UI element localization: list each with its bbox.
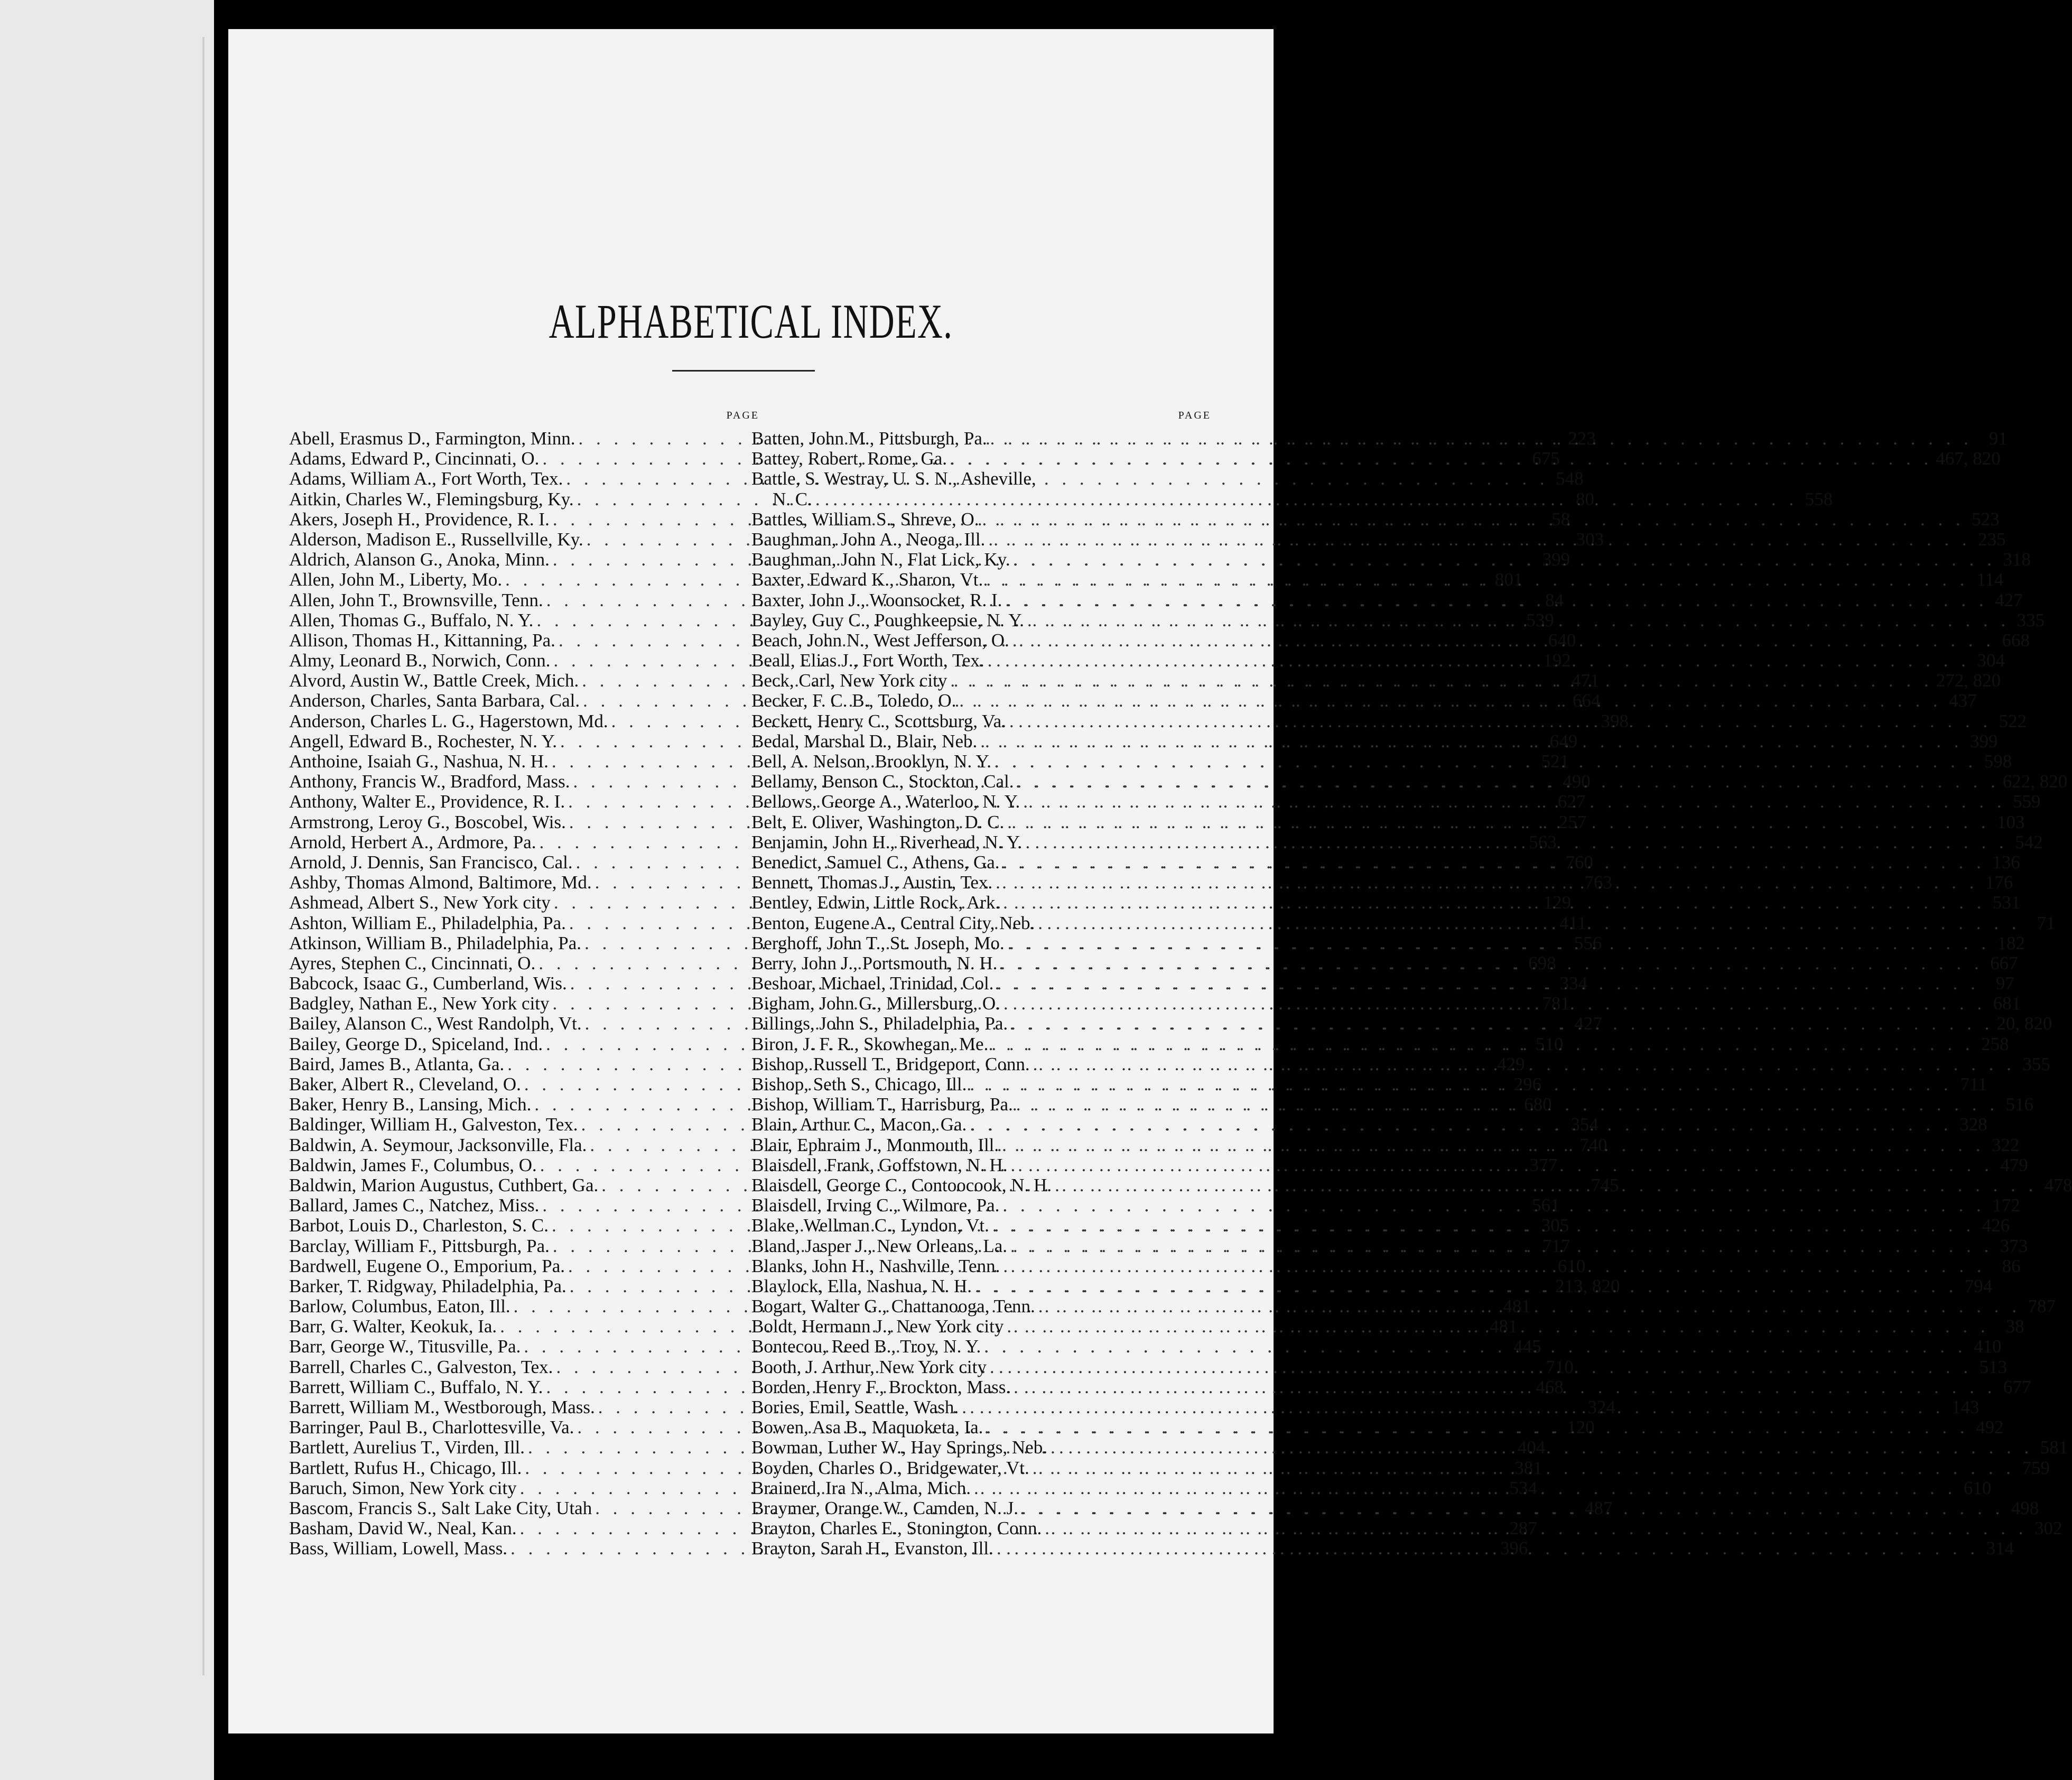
entry-page: 479	[2000, 1154, 2028, 1175]
entry-name: Abell, Erasmus D., Farmington, Minn.	[289, 428, 575, 449]
entry-name: Benton, Eugene A., Central City, Neb.	[751, 912, 1035, 933]
entry-name: Atkinson, William B., Philadelphia, Pa.	[289, 932, 582, 953]
entry-page: 787	[2028, 1296, 2056, 1317]
entry-page: 558	[1805, 488, 1833, 509]
entry-page: 58	[1551, 508, 1571, 530]
facing-page-edge	[202, 37, 205, 1675]
entry-name: Anthony, Walter E., Providence, R. I.	[289, 791, 565, 812]
leader-dots	[1013, 1095, 1999, 1115]
entry-name: Bell, A. Nelson, Brooklyn, N. Y.	[751, 751, 992, 772]
entry-page: 373	[2000, 1235, 2028, 1256]
entry-page: 481	[1503, 1296, 1531, 1317]
leader-dots	[967, 1115, 1952, 1135]
entry-page: 38	[2005, 1316, 2024, 1337]
entry-name: Berghoff, John T., St. Joseph, Mo.	[751, 932, 1005, 953]
leader-dots	[1029, 1458, 2015, 1478]
entry-page: 445	[1513, 1336, 1541, 1357]
leader-dots	[983, 570, 1968, 590]
entry-page: 322	[1991, 1134, 2020, 1155]
entry-page: 305	[1541, 1215, 1569, 1236]
entry-page: 213, 820	[1555, 1275, 1620, 1296]
leader-dots	[992, 873, 1978, 893]
entry-name: Alderson, Madison E., Russellville, Ky.	[289, 529, 583, 550]
entry-page: 561	[1532, 1195, 1560, 1216]
entry-name: Allen, Thomas G., Buffalo, N. Y.	[289, 609, 534, 631]
entry-name: Beall, Elias J., Fort Worth, Tex.	[751, 650, 984, 671]
entry-name: Borden, Henry F., Brockton, Mass.	[751, 1376, 1011, 1397]
entry-page: 334	[1559, 973, 1587, 994]
entry-page: 478	[2044, 1174, 2072, 1195]
entry-page: 627	[1557, 791, 1586, 812]
entry-name: Bowman, Luther W., Hay Springs, Neb.	[751, 1437, 1047, 1458]
leader-dots	[972, 1276, 1957, 1296]
entry-page: 176	[1985, 872, 2013, 893]
entry-page: 740	[1579, 1134, 1608, 1155]
leader-dots	[999, 1135, 1984, 1155]
entry-page: 91	[1989, 428, 2008, 449]
entry-page: 396	[1500, 1538, 1528, 1559]
entry-name: Bass, William, Lowell, Mass.	[289, 1538, 508, 1559]
entry-name: Bishop, Russell T., Bridgeport, Conn.	[751, 1053, 1030, 1074]
entry-name: Brayton, Charles E., Stonington, Conn.	[751, 1518, 1042, 1539]
entry-name: Benedict, Samuel C., Athens, Ga.	[751, 851, 1000, 873]
entry-name: Bishop, William T., Harrisburg, Pa.	[751, 1094, 1013, 1115]
entry-name: Braymer, Orange W., Camden, N. J.	[751, 1497, 1019, 1518]
entry-page: 667	[1990, 952, 2018, 974]
entry-page: 114	[1976, 569, 2004, 590]
entry-name: Baughman, John N., Flat Lick, Ky.	[751, 549, 1010, 570]
entry-page: 84	[1545, 589, 1564, 610]
entry-page: 498	[2011, 1497, 2039, 1518]
leader-dots	[993, 974, 1979, 994]
leader-dots	[1007, 1155, 1993, 1175]
entry-name: N. C.	[773, 488, 812, 509]
entry-page: 510	[1535, 1033, 1564, 1054]
entry-page: 640	[1548, 629, 1576, 651]
entry-page: 521	[1541, 751, 1569, 772]
entry-page: 677	[2003, 1376, 2031, 1397]
leader-dots	[987, 429, 1973, 449]
left-column-header: PAGE	[726, 410, 759, 421]
entry-page: 324	[1587, 1397, 1615, 1417]
entry-name: Bishop, Seth S., Chicago, Ill.	[751, 1074, 967, 1095]
entry-name: Barr, George W., Titusville, Pa.	[289, 1336, 521, 1357]
leader-dots	[1020, 792, 2005, 812]
entry-page: 711	[1960, 1074, 1987, 1095]
entry-name: Blake, Wellman C., Lyndon, Vt.	[751, 1215, 989, 1236]
entry-page: 745	[1591, 1174, 1619, 1195]
entry-name: Ayres, Stephen C., Cincinnati, O.	[289, 952, 536, 974]
entry-page: 303	[1576, 529, 1604, 550]
page-title: ALPHABETICAL INDEX.	[549, 294, 953, 348]
entry-page: 429	[1497, 1053, 1525, 1074]
leader-dots	[993, 1538, 1979, 1559]
leader-dots	[983, 1417, 1968, 1438]
entry-page: 398	[1601, 710, 1629, 731]
entry-name: Adams, William A., Fort Worth, Tex.	[289, 468, 563, 489]
entry-page: 610	[1963, 1477, 1992, 1498]
leader-dots	[989, 1216, 1975, 1236]
entry-page: 548	[1556, 468, 1584, 489]
entry-page: 235	[1978, 529, 2006, 550]
leader-dots	[967, 1074, 1952, 1095]
entry-page: 801	[1494, 569, 1523, 590]
entry-name: Barr, G. Walter, Keokuk, Ia.	[289, 1316, 497, 1337]
entry-page: 304	[1977, 650, 2005, 671]
entry-page: 223	[1568, 428, 1596, 449]
entry-name: Aldrich, Alanson G., Anoka, Minn.	[289, 549, 550, 570]
entry-page: 257	[1558, 811, 1587, 832]
entry-page: 622, 820	[2002, 771, 2068, 792]
entry-page: 103	[1997, 811, 2025, 832]
entry-name: Baldwin, A. Seymour, Jacksonville, Fla.	[289, 1134, 587, 1155]
entry-name: Baldwin, James F., Columbus, O.	[289, 1154, 537, 1175]
entry-name: Barlow, Columbus, Eaton, Ill.	[289, 1296, 510, 1317]
entry-name: Brayton, Sarah H., Evanston, Ill.	[751, 1538, 993, 1559]
entry-page: 427	[1574, 1013, 1602, 1034]
entry-page: 20, 820	[1996, 1013, 2052, 1034]
entry-name: Allen, John M., Liberty, Mo.	[289, 569, 503, 590]
leader-dots	[988, 1034, 1974, 1054]
entry-page: 542	[2015, 831, 2043, 852]
leader-dots	[1030, 1054, 2015, 1074]
entry-page: 468	[1536, 1376, 1564, 1397]
entry-name: Ashmead, Albert S., New York city	[289, 892, 551, 913]
entry-page: 296	[1513, 1074, 1542, 1095]
entry-page: 318	[2003, 549, 2031, 570]
entry-name: Blaisdell, Frank, Goffstown, N. H.	[751, 1154, 1008, 1175]
entry-page: 471	[1572, 670, 1600, 691]
entry-name: Barringer, Paul B., Charlottesville, Va.	[289, 1417, 574, 1438]
entry-name: Bartlett, Rufus H., Chicago, Ill.	[289, 1457, 522, 1478]
leader-dots	[1042, 1518, 2027, 1538]
entry-name: Allen, John T., Brownsville, Tenn.	[289, 589, 543, 610]
leader-dots	[1006, 711, 1992, 731]
entry-page: 534	[1509, 1477, 1537, 1498]
entry-page: 404	[1517, 1437, 1546, 1458]
entry-name: Aitkin, Charles W., Flemingsburg, Ky.	[289, 488, 574, 509]
entry-name: Adams, Edward P., Cincinnati, O.	[289, 448, 540, 469]
leader-dots	[1010, 550, 1996, 570]
entry-page: 717	[1542, 1235, 1571, 1256]
entry-name: Ashby, Thomas Almond, Baltimore, Md.	[289, 872, 592, 893]
entry-name: Bardwell, Eugene O., Emporium, Pa.	[289, 1255, 565, 1276]
entry-page: 136	[1992, 851, 2020, 873]
entry-page: 437	[1949, 690, 1977, 711]
entry-page: 426	[1982, 1215, 2010, 1236]
entry-name: Bigham, John G., Millersburg, O.	[751, 993, 1000, 1014]
leader-dots	[1018, 1498, 2004, 1518]
leader-dots	[977, 731, 1963, 752]
leader-dots	[999, 1195, 1985, 1216]
entry-page: 182	[1997, 932, 2025, 953]
entry-page: 794	[1964, 1275, 1993, 1296]
entry-page: 710	[1546, 1356, 1574, 1377]
leader-dots	[985, 530, 1971, 550]
entry-name: Boyden, Charles O., Bridgewater, Vt.	[751, 1457, 1029, 1478]
leader-dots	[947, 671, 1932, 691]
entry-page: 610	[1557, 1255, 1586, 1276]
entry-name: Barrell, Charles C., Galveston, Tex.	[289, 1356, 553, 1377]
entry-name: Bedal, Marshal D., Blair, Neb.	[751, 730, 978, 752]
leader-dots	[1000, 994, 1986, 1014]
entry-name: Arnold, Herbert A., Ardmore, Pa.	[289, 831, 536, 852]
entry-name: Biron, J. F. R., Skowhegan, Me.	[751, 1033, 989, 1054]
entry-name: Benjamin, John H., Riverhead, N. Y.	[751, 831, 1023, 852]
leader-dots	[947, 449, 1932, 469]
entry-name: Allison, Thomas H., Kittanning, Pa.	[289, 629, 555, 651]
entry-name: Bories, Emil, Seattle, Wash.	[751, 1397, 959, 1417]
entry-page: 522	[1999, 710, 2027, 731]
entry-page: 410	[1974, 1336, 2002, 1357]
entry-page: 781	[1542, 993, 1570, 1014]
index-page	[228, 29, 2072, 1733]
entry-name: Battles, William S., Shreve, O.	[751, 508, 979, 530]
entry-name: Blaylock, Ella, Nashua, N. H.	[751, 1275, 972, 1296]
leader-dots	[1000, 852, 1985, 873]
entry-page: 759	[2022, 1457, 2050, 1478]
leader-dots	[1004, 812, 1990, 832]
entry-name: Basham, David W., Neal, Kan.	[289, 1518, 517, 1539]
entry-page: 258	[1981, 1033, 2009, 1054]
leader-dots	[1002, 590, 1987, 610]
entry-page: 302	[2034, 1518, 2062, 1539]
leader-dots	[1008, 1014, 1993, 1034]
entry-name: Anthony, Francis W., Bradford, Mass.	[289, 771, 570, 792]
entry-name: Barrett, William C., Buffalo, N. Y.	[289, 1376, 543, 1397]
entry-name: Anderson, Charles L. G., Hagerstown, Md.	[289, 710, 608, 731]
entry-name: Booth, J. Arthur, New York city	[751, 1356, 987, 1377]
entry-name: Barker, T. Ridgway, Philadelphia, Pa.	[289, 1275, 566, 1296]
leader-dots	[1007, 1236, 1993, 1256]
entry-page: 80	[1575, 488, 1594, 509]
leader-dots	[812, 489, 1798, 509]
entry-name: Batten, John M., Pittsburgh, Pa.	[751, 428, 987, 449]
entry-page: 335	[2017, 609, 2045, 631]
entry-name: Ballard, James C., Natchez, Miss.	[289, 1195, 540, 1216]
entry-name: Battle, S. Westray, U. S. N., Asheville,	[751, 468, 1036, 489]
leader-dots	[1047, 1438, 2033, 1458]
entry-page: 314	[1986, 1538, 2014, 1559]
entry-name: Bland, Jasper J., New Orleans, La.	[751, 1235, 1008, 1256]
leader-dots	[956, 691, 1941, 711]
entry-name: Arnold, J. Dennis, San Francisco, Cal.	[289, 851, 573, 873]
entry-page: 668	[2002, 629, 2030, 651]
index-entry	[289, 488, 1594, 509]
entry-name: Bowen, Asa B., Maquoketa, Ia.	[751, 1417, 983, 1438]
entry-name: Blaisdell, Irving C., Wilmore, Pa.	[751, 1195, 1000, 1216]
entry-name: Beshoar, Michael, Trinidad, Col.	[751, 973, 994, 994]
leader-dots	[1035, 1296, 2021, 1317]
entry-name: Blain, Arthur C., Macon, Ga.	[751, 1114, 967, 1135]
entry-page: 467, 820	[1936, 448, 2001, 469]
entry-name: Bascom, Francis S., Salt Lake City, Utah	[289, 1497, 592, 1518]
entry-page: 129	[1543, 892, 1572, 913]
entry-page: 86	[2002, 1255, 2021, 1276]
entry-page: 120	[1567, 1417, 1595, 1438]
entry-page: 531	[1992, 892, 2021, 913]
entry-name: Berry, John J., Portsmouth, N. H.	[751, 952, 998, 974]
entry-name: Bayley, Guy C., Poughkeepsie, N. Y.	[751, 609, 1024, 631]
leader-dots	[997, 953, 1983, 974]
entry-page: 411	[1559, 912, 1587, 933]
entry-name: Barrett, William M., Westborough, Mass.	[289, 1397, 595, 1417]
entry-name: Bellamy, Benson C., Stockton, Cal.	[751, 771, 1014, 792]
leader-dots	[1024, 610, 2010, 631]
entry-name: Bentley, Edwin, Little Rock, Ark.	[751, 892, 1000, 913]
entry-page: 354	[1571, 1114, 1599, 1135]
entry-page: 97	[1995, 973, 2014, 994]
entry-name: Blair, Ephraim J., Monmouth, Ill.	[751, 1134, 999, 1155]
entry-page: 760	[1565, 851, 1593, 873]
entry-name: Baxter, Edward K., Sharon, Vt.	[751, 569, 983, 590]
entry-name: Becker, F. C. B., Toledo, O.	[751, 690, 956, 711]
leader-dots	[959, 1397, 1944, 1417]
entry-page: 523	[1972, 508, 2000, 530]
entry-name: Almy, Leonard B., Norwich, Conn.	[289, 650, 551, 671]
entry-page: 698	[1528, 952, 1556, 974]
leader-dots	[991, 752, 1977, 772]
entry-name: Badgley, Nathan E., New York city	[289, 993, 550, 1014]
entry-name: Beach, John N., West Jefferson, O.	[751, 629, 1009, 651]
entry-page: 681	[1993, 993, 2021, 1014]
leader-dots	[1052, 1175, 2037, 1195]
entry-name: Beckett, Henry C., Scottsburg, Va.	[751, 710, 1006, 731]
entry-name: Blaisdell, George C., Contoocook, N. H.	[751, 1174, 1052, 1195]
leader-dots	[1000, 1256, 1985, 1276]
leader-dots	[1010, 1377, 1996, 1397]
entry-page: 513	[1979, 1356, 2008, 1377]
entry-page: 492	[1976, 1417, 2004, 1438]
entry-name: Ashton, William E., Philadelphia, Pa.	[289, 912, 566, 933]
entry-name: Baldinger, William H., Galveston, Tex.	[289, 1114, 578, 1135]
entry-page: 287	[1509, 1518, 1537, 1539]
entry-page: 763	[1584, 872, 1612, 893]
entry-name: Armstrong, Leroy G., Boscobel, Wis.	[289, 811, 566, 832]
leader-dots	[1004, 1317, 1989, 1337]
entry-page: 143	[1951, 1397, 1980, 1417]
entry-name: Battey, Robert, Rome, Ga.	[751, 448, 947, 469]
entry-page: 675	[1532, 448, 1560, 469]
entry-page: 481	[1489, 1316, 1518, 1337]
entry-page: 192	[1543, 650, 1571, 671]
entry-page: 581	[2040, 1437, 2068, 1458]
entry-page: 71	[2037, 912, 2056, 933]
entry-name: Angell, Edward B., Rochester, N. Y.	[289, 730, 557, 752]
entry-page: 539	[1526, 609, 1554, 631]
leader-dots	[1009, 631, 1995, 651]
entry-page: 680	[1524, 1094, 1552, 1115]
entry-page: 516	[2005, 1094, 2033, 1115]
entry-name: Baldwin, Marion Augustus, Cuthbert, Ga.	[289, 1174, 599, 1195]
entry-name: Boldt, Hermann J., New York city	[751, 1316, 1004, 1337]
entry-page: 272, 820	[1936, 670, 2001, 691]
entry-page: 598	[1984, 751, 2012, 772]
leader-dots	[984, 651, 1970, 671]
leader-dots	[1022, 832, 2008, 852]
entry-name: Bellows, George A., Waterloo, N. Y.	[751, 791, 1020, 812]
entry-name: Anthoine, Isaiah G., Nashua, N. H.	[289, 751, 549, 772]
entry-page: 664	[1572, 690, 1601, 711]
leader-dots	[987, 1357, 1972, 1377]
leader-dots	[1005, 933, 1990, 953]
entry-name: Billings, John S., Philadelphia, Pa.	[751, 1013, 1008, 1034]
leader-dots	[979, 509, 1965, 530]
entry-page: 559	[2012, 791, 2041, 812]
leader-dots	[1035, 913, 2020, 933]
leader-dots	[1000, 893, 1985, 913]
entry-name: Bogart, Walter G., Chattanooga, Tenn.	[751, 1296, 1035, 1317]
entry-name: Anderson, Charles, Santa Barbara, Cal.	[289, 690, 580, 711]
entry-page: 172	[1992, 1195, 2020, 1216]
entry-name: Baughman, John A., Neoga, Ill.	[751, 529, 986, 550]
title-rule	[672, 370, 815, 372]
entry-page: 487	[1584, 1497, 1613, 1518]
entry-page: 377	[1529, 1154, 1557, 1175]
entry-name: Baker, Henry B., Lansing, Mich.	[289, 1094, 532, 1115]
entry-page: 490	[1563, 771, 1591, 792]
entry-page: 427	[1995, 589, 2023, 610]
right-column-header: PAGE	[1178, 410, 1211, 421]
leader-dots	[971, 1478, 1956, 1498]
entry-page: 556	[1574, 932, 1602, 953]
entry-name: Bailey, Alanson C., West Randolph, Vt.	[289, 1013, 582, 1034]
entry-name: Babcock, Isaac G., Cumberland, Wis.	[289, 973, 567, 994]
leader-dots	[981, 1337, 1966, 1357]
entry-page: 399	[1970, 730, 1998, 752]
entry-name: Barbot, Louis D., Charleston, S. C.	[289, 1215, 549, 1236]
entry-name: Baker, Albert R., Cleveland, O.	[289, 1074, 521, 1095]
entry-name: Bontecou, Reed B., Troy, N. Y.	[751, 1336, 981, 1357]
entry-page: 399	[1542, 549, 1571, 570]
entry-page: 355	[2022, 1053, 2050, 1074]
index-entry	[751, 469, 1211, 489]
entry-name: Barclay, William F., Pittsburgh, Pa.	[289, 1235, 550, 1256]
entry-name: Blanks, John H., Nashville, Tenn.	[751, 1255, 1000, 1276]
entry-page: 563	[1529, 831, 1557, 852]
entry-page: 328	[1959, 1114, 1987, 1135]
entry-page: 381	[1514, 1457, 1543, 1478]
entry-name: Baxter, John J., Woonsocket, R. I.	[751, 589, 1002, 610]
entry-name: Beck, Carl, New York city	[751, 670, 947, 691]
entry-name: Baird, James B., Atlanta, Ga.	[289, 1053, 505, 1074]
entry-name: Bartlett, Aurelius T., Virden, Ill.	[289, 1437, 525, 1458]
facing-page	[0, 0, 214, 1780]
entry-name: Alvord, Austin W., Battle Creek, Mich.	[289, 670, 579, 691]
entry-name: Brainerd, Ira N., Alma, Mich.	[751, 1477, 971, 1498]
entry-name: Belt, E. Oliver, Washington, D. C.	[751, 811, 1005, 832]
entry-name: Bailey, George D., Spiceland, Ind.	[289, 1033, 543, 1054]
entry-name: Akers, Joseph H., Providence, R. I.	[289, 508, 550, 530]
entry-name: Bennett, Thomas J., Austin, Tex.	[751, 872, 993, 893]
entry-name: Baruch, Simon, New York city	[289, 1477, 517, 1498]
leader-dots	[1014, 772, 1999, 792]
entry-page: 649	[1549, 730, 1578, 752]
